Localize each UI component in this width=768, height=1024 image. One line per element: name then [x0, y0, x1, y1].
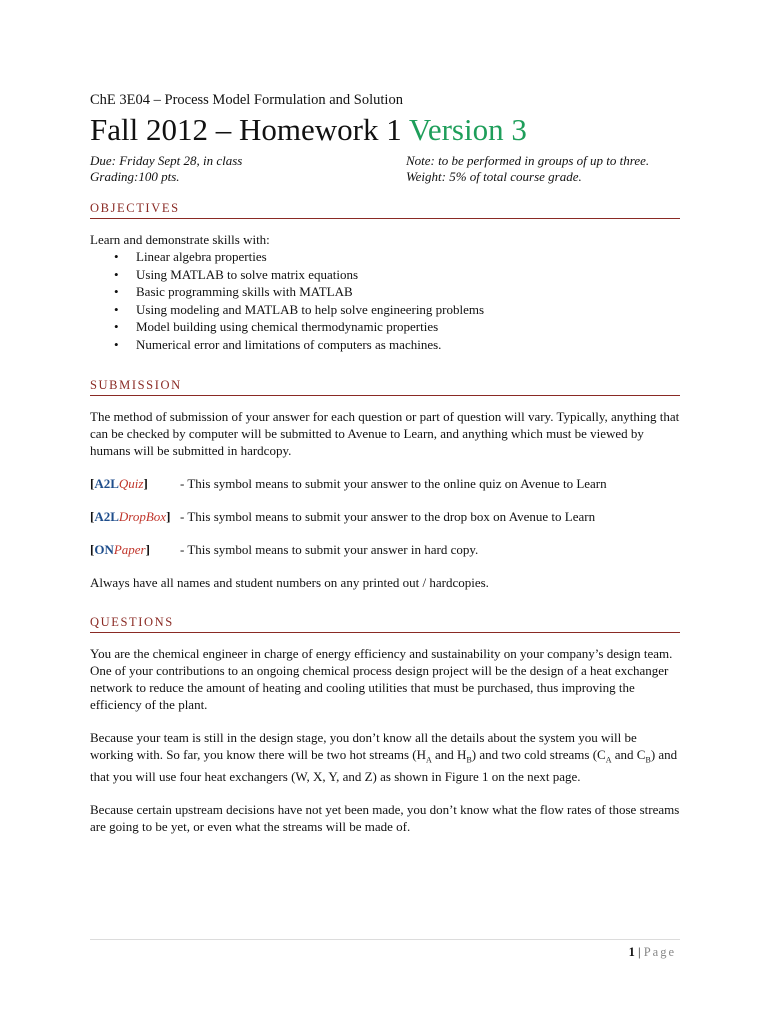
due-date: Due: Friday Sept 28, in class — [90, 153, 243, 168]
title-version: Version 3 — [408, 112, 527, 147]
symbol-emph: DropBox — [118, 508, 167, 524]
symbol-emph: Paper — [113, 541, 146, 557]
submission-heading: SUBMISSION — [90, 378, 680, 396]
list-item: • Model building using chemical thermodynamic properties — [114, 318, 680, 336]
symbol-prefix: A2L — [94, 475, 119, 491]
page-footer — [629, 945, 676, 960]
symbol-desc: - This symbol means to submit your answer to the drop box on Avenue to Learn — [180, 508, 596, 524]
title-main: Fall 2012 – Homework 1 — [90, 112, 409, 147]
list-item: • Using MATLAB to solve matrix equations — [114, 266, 680, 284]
page-label: Page — [643, 945, 676, 959]
objectives-list — [90, 248, 680, 354]
questions-section — [90, 615, 680, 836]
questions-paragraph-3: Because certain upstream decisions have not yet been made, you don’t know what the flow rates of those streams are going to be yet, or even what the streams will be made of. — [90, 802, 680, 835]
list-item: • Using modeling and MATLAB to help solve engineering problems — [114, 301, 680, 319]
meta-info — [90, 153, 680, 185]
list-item: • Numerical error and limitations of computers as machines. — [114, 336, 680, 354]
symbol-prefix: A2L — [94, 508, 119, 524]
group-note: Note: to be performed in groups of up to three. — [406, 153, 650, 168]
submission-section — [90, 378, 680, 591]
symbol-row-dropbox: [A2LDropBox] - This symbol means to submit your answer to the drop box on Avenue to Learn — [90, 508, 680, 525]
objectives-section — [90, 201, 680, 354]
list-item: • Basic programming skills with MATLAB — [114, 283, 680, 301]
submission-intro: The method of submission of your answer for each question or part of question will vary. Typically, anything that can be checked by computer will be submitted to Avenue to Learn, and anything which must be viewed by humans will be submitted in hardcopy. — [90, 408, 680, 458]
questions-paragraph-1: You are the chemical engineer in charge of energy efficiency and sustainability on your company’s design team. One of your contributions to an ongoing chemical process design project will be the design of a heat exchanger network to reduce the amount of heating and cooling utilities that must be purchased, thus improving the efficiency of the plant. — [90, 645, 673, 712]
course-title: ChE 3E04 – Process Model Formulation and Solution — [90, 92, 403, 108]
objectives-intro: Learn and demonstrate skills with: — [90, 232, 270, 247]
symbol-prefix: ON — [94, 541, 114, 557]
symbol-desc: - This symbol means to submit your answer in hard copy. — [180, 541, 479, 557]
symbol-desc: - This symbol means to submit your answer to the online quiz on Avenue to Learn — [180, 475, 607, 491]
weight: Weight: 5% of total course grade. — [406, 169, 582, 184]
page-title — [90, 112, 680, 150]
grading: Grading:100 pts. — [90, 169, 180, 184]
symbol-row-paper: [ONPaper] - This symbol means to submit your answer in hard copy. — [90, 541, 680, 558]
questions-paragraph-2: Because your team is still in the design stage, you don’t know all the details about the system you will be working with. So far, you know there will be two hot streams ($H_A$ and $H_B$) and two cold streams ($C_A$ and $C_B$) and that you will use four heat exchangers (W, X, Y, and Z) as shown in Figure 1 on the next page. — [90, 729, 678, 785]
document-page — [90, 92, 680, 835]
symbol-row-quiz: [A2LQuiz] - This symbol means to submit your answer to the online quiz on Avenue to Learn — [90, 475, 680, 492]
submission-closing: Always have all names and student numbers on any printed out / hardcopies. — [90, 574, 489, 590]
objectives-heading: OBJECTIVES — [90, 201, 680, 219]
page-number: 1 — [628, 945, 635, 959]
list-item: • Linear algebra properties — [114, 248, 680, 266]
footer-separator: | — [634, 945, 644, 959]
symbol-emph: Quiz — [118, 475, 144, 491]
footer-divider — [90, 939, 680, 940]
questions-heading: QUESTIONS — [90, 615, 680, 633]
